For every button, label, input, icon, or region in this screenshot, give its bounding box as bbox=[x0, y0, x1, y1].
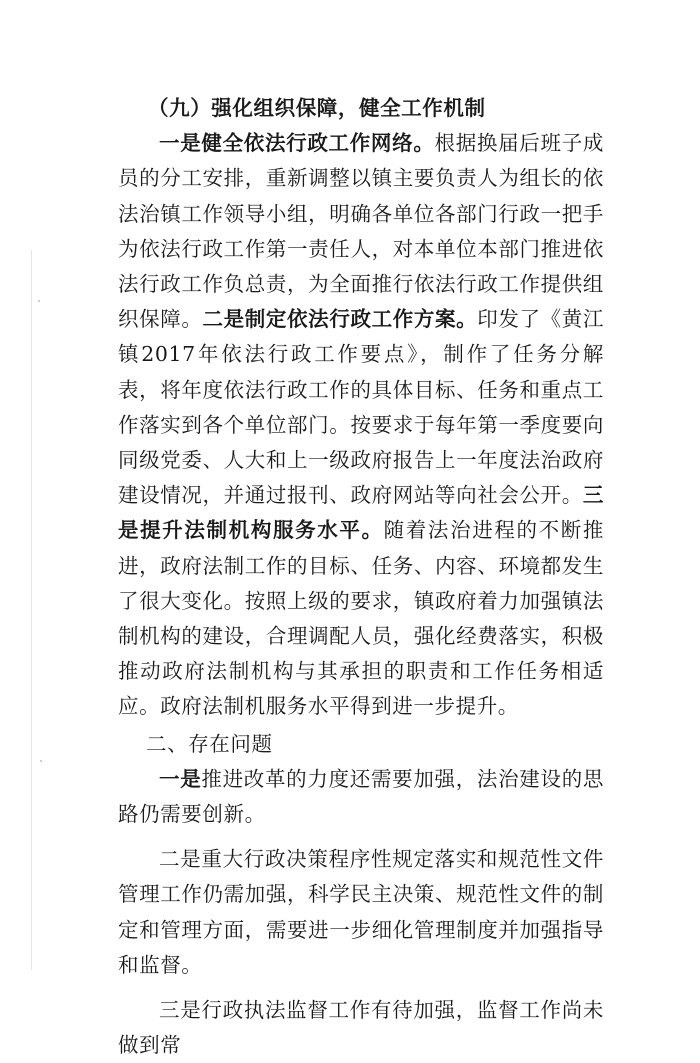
point-one-title: 一是健全依法行政工作网络。 bbox=[159, 131, 435, 156]
issue-two-lead: 二是 bbox=[159, 847, 202, 872]
point-one-text: 根据换届后班子成员的分工安排，重新调整以镇主要负责人为组长的依法治镇工作领导小组，明确各单位各部门行政一把手为依法行政工作第一责任人，对本单位本部门推进依法行政工作负总责，为全面推行依法行政工作提供组织保障。 bbox=[118, 131, 604, 332]
issue-two-text: 重大行政决策程序性规定落实和规范性文件管理工作仍需加强，科学民主决策、规范性文件的制定和管理方面，需要进一步细化管理制度并加强指导和监督。 bbox=[118, 847, 604, 977]
document-body bbox=[118, 91, 604, 1063]
point-three-title: 三是提升法制机构服务水平。 bbox=[118, 483, 604, 543]
paragraph-organization bbox=[118, 126, 604, 724]
scan-margin-line bbox=[31, 250, 32, 970]
scan-speck bbox=[40, 760, 42, 762]
issue-three-text: 行政执法监督工作有待加强，监督工作尚未做到常 bbox=[118, 998, 604, 1058]
issue-two bbox=[118, 842, 604, 983]
point-two-text: 印发了《黄江镇2017年依法行政工作要点》，制作了任务分解表，将年度依法行政工作的具体目标、任务和重点工作落实到各个单位部门。按要求于每年第一季度要向同级党委、人大和上一级政府报告上一年度法治政府建设情况，并通过报刊、政府网站等向社会公开。 bbox=[118, 307, 604, 508]
issue-one-text: 推进改革的力度还需要加强，法治建设的思路仍需要创新。 bbox=[118, 766, 604, 827]
point-two-title: 二是制定依法行政工作方案。 bbox=[202, 307, 478, 332]
point-three-text: 随着法治进程的不断推进，政府法制工作的目标、任务、内容、环境都发生了很大变化。按照上级的要求，镇政府着力加强镇法制机构的建设，合理调配人员，强化经费落实，积极推动政府法制机构与其承担的职责和工作任务相适应。政府法制机服务水平得到进一步提升。 bbox=[118, 518, 604, 719]
issue-three bbox=[118, 993, 604, 1063]
issue-one-lead: 一是 bbox=[159, 766, 202, 791]
scan-speck bbox=[38, 300, 40, 302]
issue-three-lead: 三是 bbox=[159, 998, 202, 1023]
section-heading: 二、存在问题 bbox=[146, 731, 273, 756]
issue-one bbox=[118, 762, 604, 832]
subsection-heading: （九）强化组织保障，健全工作机制 bbox=[148, 96, 486, 120]
